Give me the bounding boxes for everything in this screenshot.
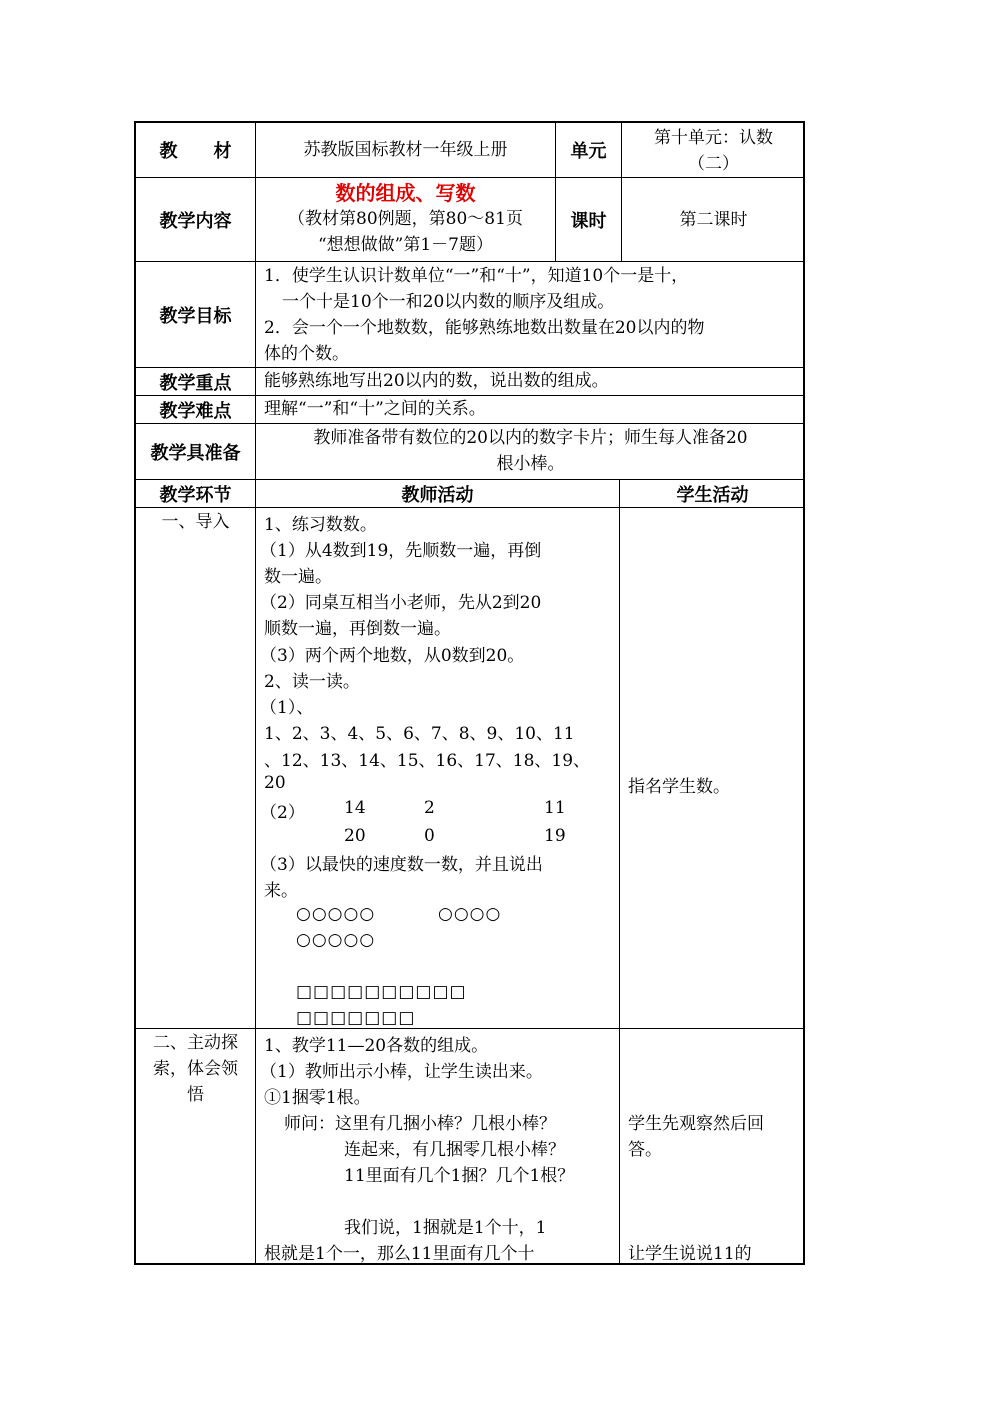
- content-label: 教学内容: [159, 210, 232, 232]
- goals-value: [256, 262, 805, 367]
- stage2-line: （1）教师出示小棒，让学生读出来。: [260, 1062, 543, 1082]
- lesson-plan-table: [134, 121, 805, 1265]
- stage1-student: [620, 508, 805, 1028]
- period-label: 课时: [570, 210, 607, 232]
- stage1-line: （3）以最快的速度数一数，并且说出: [260, 855, 543, 875]
- goals-label: 教学目标: [159, 305, 232, 327]
- stage1-name: 一、导入: [161, 512, 230, 532]
- stage1-line: 数一遍。: [264, 567, 332, 587]
- stage1-line: 20: [264, 773, 286, 793]
- circle-group: ○○○○○: [296, 930, 376, 950]
- stage2-line: 师问：这里有几捆小棒？几根小棒？: [284, 1114, 556, 1134]
- stage1-line: 1、练习数数。: [264, 515, 377, 535]
- content-sub2: “想想做做”第1－7题）: [317, 235, 493, 255]
- period-value: 第二课时: [679, 209, 748, 230]
- stage1-line: 1、2、3、4、5、6、7、8、9、10、11: [264, 724, 575, 744]
- stage1-line: （1）、: [260, 698, 314, 718]
- goals-line1: 1．使学生认识计数单位“一”和“十”，知道10个一是十，: [264, 266, 689, 286]
- circle-group: ○○○○○: [296, 904, 376, 924]
- goals-line4: 体的个数。: [264, 344, 349, 364]
- content-sub1: （教材第80例题，第80～81页: [288, 209, 523, 229]
- stage1-line: （2）同桌互相当小老师，先从2到20: [260, 593, 542, 613]
- read-number: 20: [344, 826, 366, 846]
- circle-group: ○○○○: [438, 904, 502, 924]
- tools-line2: 根小棒。: [496, 454, 565, 474]
- unit-label: 单元: [570, 141, 607, 162]
- read-number: 0: [424, 826, 435, 846]
- square-group: □□□□□□□: [296, 1008, 416, 1028]
- stage2-student-text: 答。: [628, 1140, 662, 1160]
- stage1-line: 2、读一读。: [264, 672, 360, 692]
- stage1-line: 顺数一遍，再倒数一遍。: [264, 619, 451, 639]
- read-number: 11: [544, 798, 566, 818]
- stage2-line: 1、教学11—20各数的组成。: [264, 1036, 489, 1056]
- lesson-title: 数的组成、写数: [335, 181, 476, 205]
- read-number: 2: [424, 798, 435, 818]
- content-value: [256, 178, 555, 261]
- goals-line2: 一个十是10个一和20以内数的顺序及组成。: [282, 292, 615, 312]
- stage1-line: 来。: [264, 881, 298, 901]
- stage2-student-text: 让学生说说11的: [628, 1244, 752, 1264]
- square-group: □□□□□□□□□□: [296, 982, 467, 1002]
- stage2-student-text: 学生先观察然后回: [628, 1114, 764, 1134]
- stage2-line: ①1捆零1根。: [264, 1088, 371, 1108]
- stage1-student-text: 指名学生数。: [628, 777, 730, 797]
- stage1-line: （3）两个两个地数，从0数到20。: [260, 646, 525, 666]
- stage2-line: 根就是1个一，那么11里面有几个十: [264, 1244, 535, 1264]
- stage2-student: [620, 1029, 805, 1265]
- read2-label: （2）: [260, 803, 305, 823]
- stage2-name-line3: 悟: [187, 1085, 204, 1105]
- tools-value: [256, 424, 805, 479]
- stage1-line: （1）从4数到19，先顺数一遍，再倒: [260, 541, 542, 561]
- unit-value: [622, 123, 805, 177]
- goals-line3: 2．会一个一个地数数，能够熟练地数出数量在20以内的物: [264, 318, 705, 338]
- material-label: 教 材: [159, 141, 232, 162]
- difficulty-label: 教学难点: [159, 400, 232, 422]
- col-teacher: 教师活动: [401, 484, 474, 506]
- unit-value-line2: （二）: [688, 154, 739, 174]
- unit-value-line1: 第十单元：认数: [654, 128, 773, 148]
- difficulty-value: 理解“一”和“十”之间的关系。: [264, 399, 486, 419]
- stage2-name-line1: 二、主动探: [153, 1033, 238, 1053]
- stage2-teacher: [256, 1029, 619, 1265]
- material-value: 苏教版国标教材一年级上册: [303, 140, 508, 160]
- tools-line1: 教师准备带有数位的20以内的数字卡片；师生每人准备20: [313, 428, 748, 448]
- stage1-line: 、12、13、14、15、16、17、18、19、: [264, 751, 591, 771]
- stage2-line: 我们说，1捆就是1个十，1: [344, 1218, 547, 1238]
- read-number: 14: [344, 798, 366, 818]
- stage2-name-line2: 索，体会领: [153, 1059, 238, 1079]
- read-number: 19: [544, 826, 566, 846]
- tools-label: 教学具准备: [150, 442, 241, 464]
- col-student: 学生活动: [676, 484, 749, 506]
- stage1-teacher: [256, 508, 619, 1028]
- key-point-value: 能够熟练地写出20以内的数，说出数的组成。: [264, 371, 609, 391]
- stage2-name: [136, 1029, 255, 1265]
- stage2-line: 连起来，有几捆零几根小棒？: [344, 1140, 565, 1160]
- col-stage: 教学环节: [159, 484, 232, 506]
- stage2-line: 11里面有几个1捆？几个1根？: [344, 1166, 575, 1186]
- key-point-label: 教学重点: [159, 372, 232, 394]
